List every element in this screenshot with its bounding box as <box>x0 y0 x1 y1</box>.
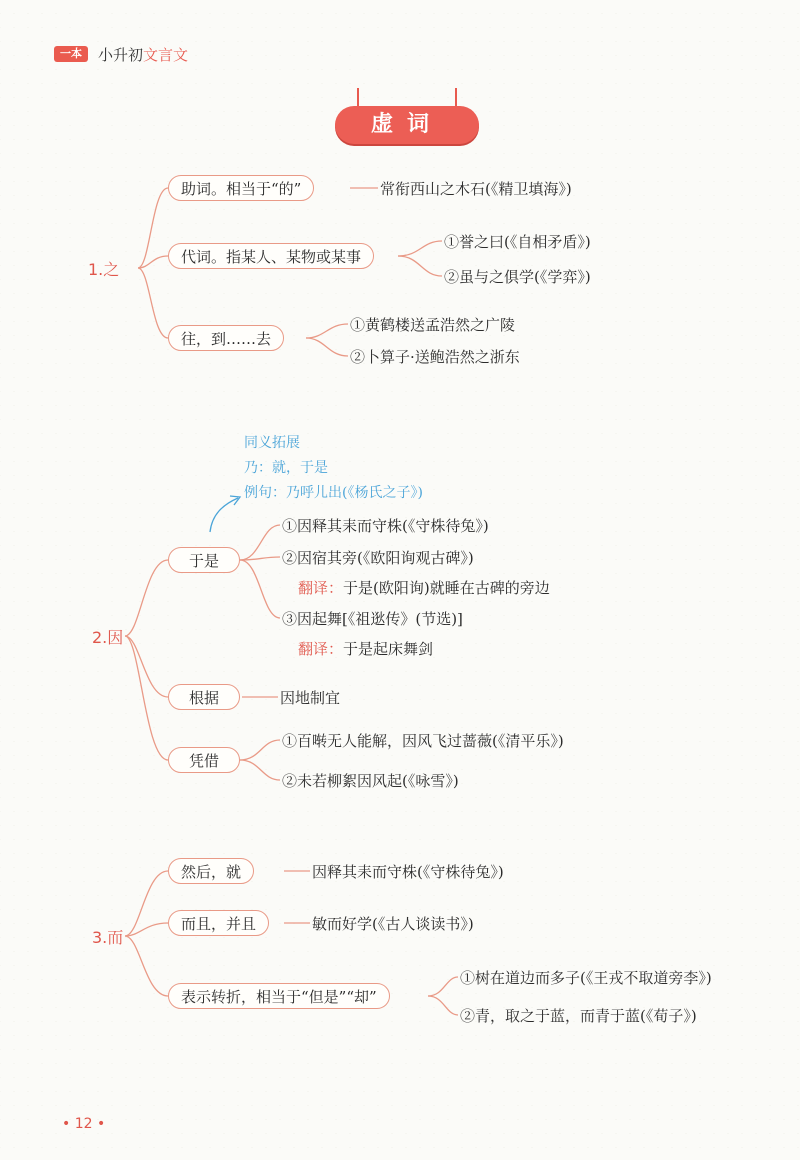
zhi-example: ②虽与之俱学(《学弈》) <box>444 268 591 286</box>
yin-translation <box>298 638 433 659</box>
yin-example: 因地制宜 <box>280 689 341 707</box>
yin-branch-according: 根据 <box>168 684 240 710</box>
synonym-example: 例句：乃呼儿出(《杨氏之子》) <box>244 485 423 501</box>
er-example: 敏而好学(《古人谈读书》) <box>312 915 474 933</box>
series-badge: 一本 <box>54 46 88 62</box>
translation-text: 于是(欧阳询)就睡在古碑的旁边 <box>343 579 550 597</box>
yin-example: ③因起舞[《祖逖传》(节选)] <box>282 610 463 628</box>
zhi-branch-pronoun: 代词。指某人、某物或某事 <box>168 243 374 269</box>
page-title: 虚词 <box>335 106 479 144</box>
series-title-part-a: 小升初 <box>98 46 144 64</box>
yin-example: ②因宿其旁(《欧阳询观古碑》) <box>282 549 474 567</box>
yin-example: ②未若柳絮因风起(《咏雪》) <box>282 772 459 790</box>
zhi-example: ②卜算子·送鲍浩然之浙东 <box>350 348 520 366</box>
er-branch-then: 然后，就 <box>168 858 254 884</box>
category-er: 3.而 <box>92 928 124 947</box>
yin-example: ①百啭无人能解，因风飞过蔷薇(《清平乐》) <box>282 732 564 750</box>
translation-text: 于是起床舞剑 <box>343 640 434 658</box>
zhi-branch-go: 往，到……去 <box>168 325 284 351</box>
synonym-title: 同义拓展 <box>244 435 300 451</box>
series-title <box>98 44 188 65</box>
category-zhi: 1.之 <box>88 260 120 279</box>
translation-label: 翻译： <box>298 579 344 597</box>
synonym-arrow <box>210 498 238 532</box>
series-title-part-b: 文言文 <box>143 46 189 64</box>
translation-label: 翻译： <box>298 640 344 658</box>
er-branch-contrast: 表示转折，相当于“但是”“却” <box>168 983 390 1009</box>
synonym-meaning: 乃：就，于是 <box>244 460 328 476</box>
er-example: ①树在道边而多子(《王戎不取道旁李》) <box>460 969 712 987</box>
zhi-example: ①黄鹤楼送孟浩然之广陵 <box>350 316 516 334</box>
page-number-value: 12 <box>74 1116 93 1132</box>
yin-example: ①因释其耒而守株(《守株待兔》) <box>282 517 489 535</box>
yin-branch-then: 于是 <box>168 547 240 573</box>
zhi-branch-particle: 助词。相当于“的” <box>168 175 314 201</box>
yin-translation <box>298 577 550 598</box>
page-title-banner <box>335 88 479 148</box>
zhi-example: 常衔西山之木石(《精卫填海》) <box>380 180 572 198</box>
er-example: ②青，取之于蓝，而青于蓝(《荀子》) <box>460 1007 697 1025</box>
yin-branch-relying: 凭借 <box>168 747 240 773</box>
er-example: 因释其耒而守株(《守株待兔》) <box>312 863 504 881</box>
category-yin: 2.因 <box>92 628 124 647</box>
zhi-example: ①誉之曰(《自相矛盾》) <box>444 233 591 251</box>
er-branch-and: 而且，并且 <box>168 910 269 936</box>
page-number: • 12 • <box>62 1116 106 1132</box>
